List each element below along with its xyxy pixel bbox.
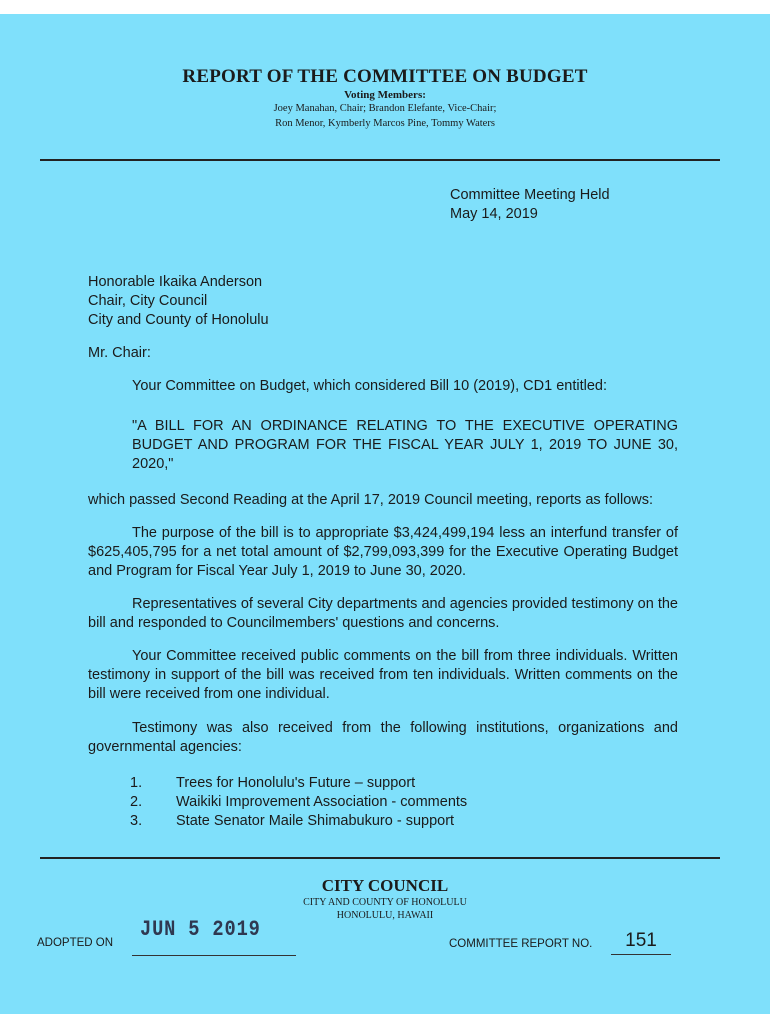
council-footer — [0, 876, 770, 922]
paragraph-intro: Your Committee on Budget, which considered Bill 10 (2019), CD1 entitled: — [132, 378, 608, 394]
voting-members-label: Voting Members: — [344, 89, 426, 101]
meeting-date: May 14, 2019 — [450, 206, 538, 222]
list-item-text: Waikiki Improvement Association - comments — [176, 794, 468, 810]
meeting-label: Committee Meeting Held — [450, 187, 610, 203]
paragraph-public-comments: Your Committee received public comments on the bill from three individuals. Written testimony in support of the bill was received from ten individuals. Written comments on the bill were received from one individual. — [88, 648, 678, 702]
footer-divider — [40, 857, 720, 859]
adopted-date-stamp: JUN 5 2019 — [140, 917, 261, 942]
adopted-label: ADOPTED ON — [37, 937, 114, 949]
report-title: REPORT OF THE COMMITTEE ON BUDGET — [182, 66, 588, 87]
document-page — [0, 14, 770, 1014]
committee-report-label: COMMITTEE REPORT NO. — [449, 938, 593, 950]
committee-report-number: 151 — [611, 930, 671, 955]
paragraph-reading: which passed Second Reading at the April 17, 2019 Council meeting, reports as follows: — [88, 492, 654, 508]
addressee-title: Chair, City Council — [88, 293, 208, 309]
list-item — [130, 793, 467, 812]
voting-members-line-1: Joey Manahan, Chair; Brandon Elefante, Vice-Chair; — [273, 103, 497, 114]
council-county: CITY AND COUNTY OF HONOLULU — [303, 897, 467, 908]
meeting-info — [450, 186, 610, 224]
council-title: CITY COUNCIL — [321, 876, 449, 895]
addressee-org: City and County of Honolulu — [88, 312, 269, 328]
addressee-name: Honorable Ikaika Anderson — [88, 274, 263, 290]
list-item-number: 1. — [130, 775, 143, 791]
list-item-number: 3. — [130, 813, 143, 829]
bill-title-quote: "A BILL FOR AN ORDINANCE RELATING TO THE EXECUTIVE OPERATING BUDGET AND PROGRAM FOR THE FISCAL YEAR JULY 1, 2019 TO JUNE 30, 2020," — [132, 418, 678, 472]
paragraph-testimony: Testimony was also received from the following institutions, organizations and governmental agencies: — [88, 720, 678, 755]
testimony-list — [130, 774, 467, 831]
list-item — [130, 774, 467, 793]
voting-members-line-2: Ron Menor, Kymberly Marcos Pine, Tommy Waters — [275, 118, 495, 129]
list-item-text: Trees for Honolulu's Future – support — [176, 775, 416, 791]
list-item — [130, 812, 467, 831]
council-location: HONOLULU, HAWAII — [336, 910, 434, 921]
list-item-text: State Senator Maile Shimabukuro - support — [176, 813, 455, 829]
paragraph-representatives: Representatives of several City departments and agencies provided testimony on the bill and responded to Councilmembers' questions and concerns. — [88, 596, 678, 631]
adopted-signature-line — [132, 955, 296, 956]
list-item-number: 2. — [130, 794, 143, 810]
header-divider — [40, 159, 720, 161]
paragraph-purpose: The purpose of the bill is to appropriate $3,424,499,194 less an interfund transfer of $625,405,795 for a net total amount of $2,799,093,399 for the Executive Operating Budget and Program for Fiscal Year July 1, 2019 to June 30, 2020. — [88, 525, 678, 579]
addressee-block — [88, 273, 269, 330]
salutation: Mr. Chair: — [88, 345, 151, 361]
report-header — [0, 66, 770, 131]
